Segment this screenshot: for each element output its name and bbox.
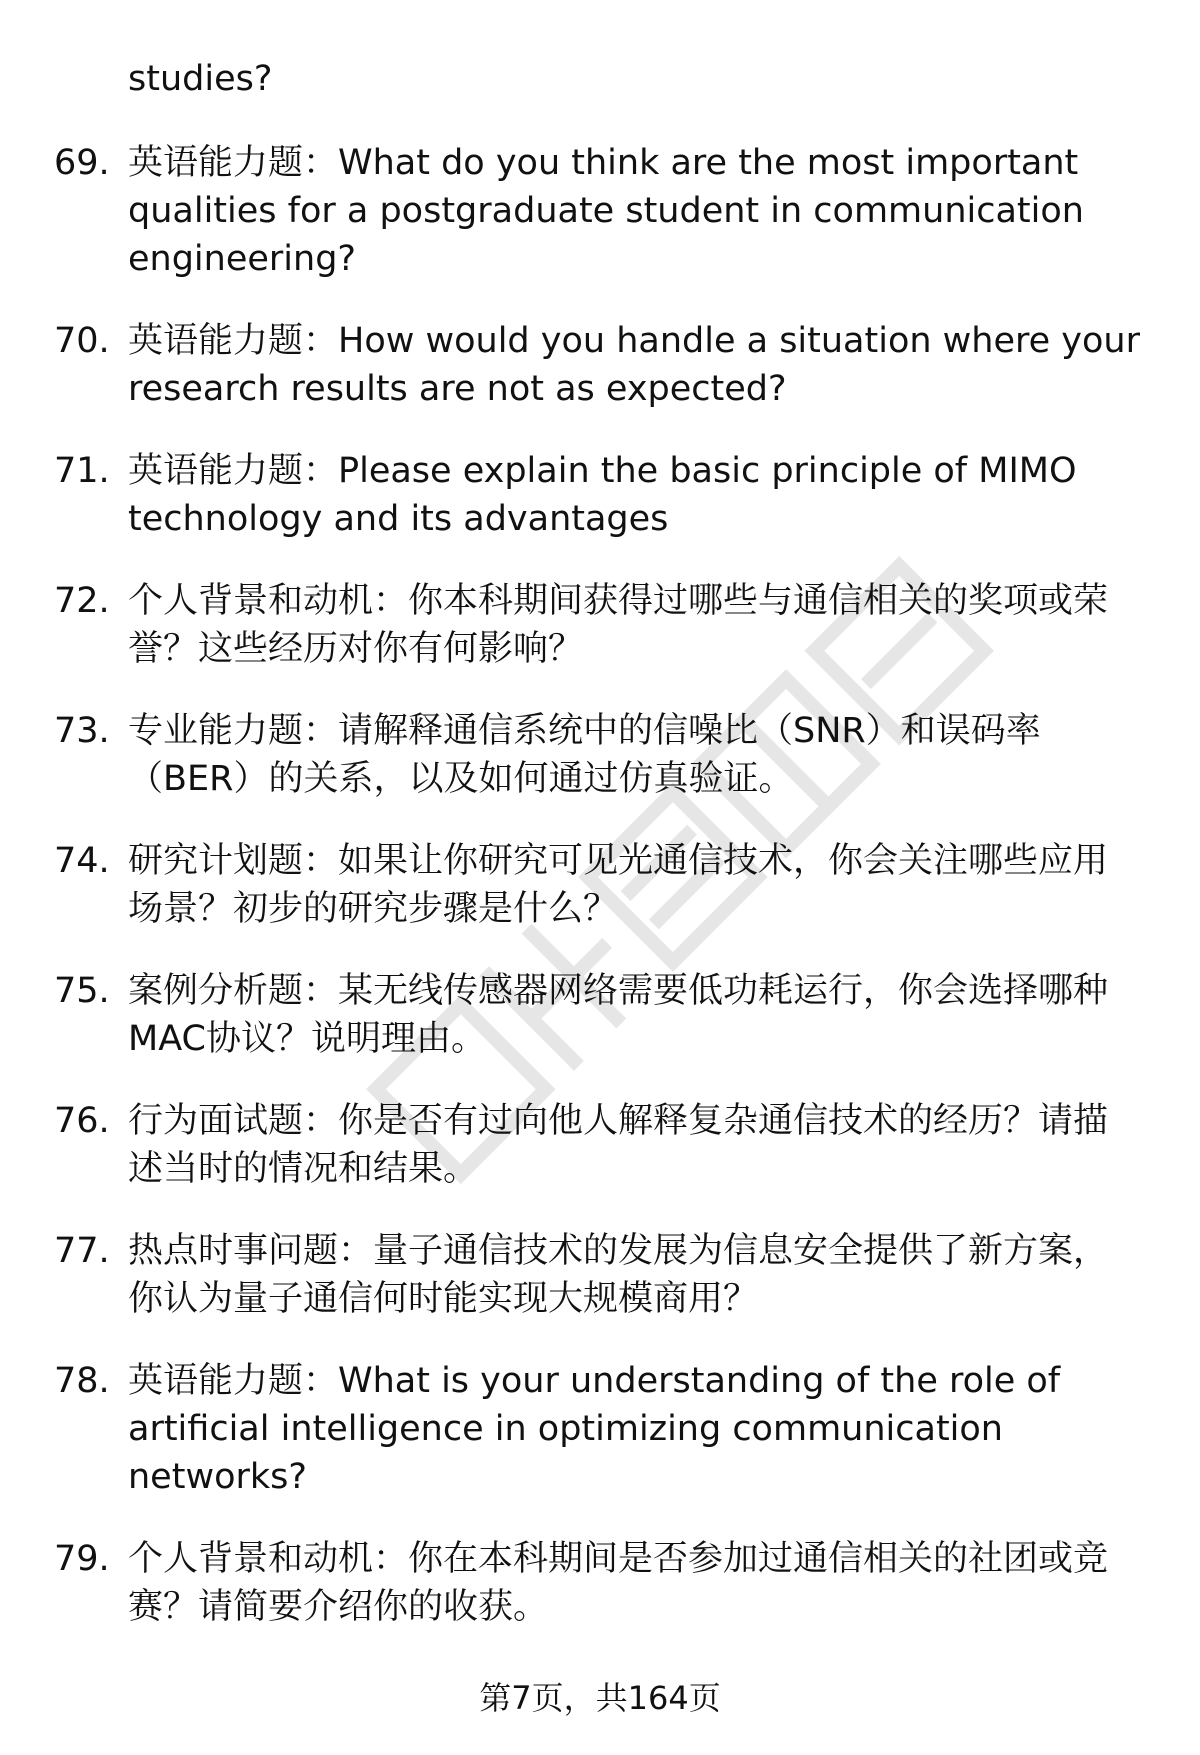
question-item <box>0 1227 1200 1323</box>
question-text: 个人背景和动机：你本科期间获得过哪些与通信相关的奖项或荣誉？这些经历对你有何影响？ <box>128 581 1109 669</box>
question-item <box>0 1535 1200 1631</box>
question-item <box>0 707 1200 803</box>
question-text: 英语能力题：Please explain the basic principle of MIMO technology and its advantages <box>128 451 1077 539</box>
question-text: 行为面试题：你是否有过向他人解释复杂通信技术的经历？请描述当时的情况和结果。 <box>128 1101 1109 1189</box>
question-list <box>0 139 1200 1665</box>
question-item <box>0 967 1200 1063</box>
question-item <box>0 1097 1200 1193</box>
question-text: 研究计划题：如果让你研究可见光通信技术，你会关注哪些应用场景？初步的研究步骤是什么？ <box>128 841 1109 929</box>
question-number: 74. <box>54 841 110 881</box>
question-number: 69. <box>54 143 110 183</box>
page-footer: 第7页，共164页 <box>479 1679 721 1717</box>
question-number: 79. <box>54 1539 110 1579</box>
question-text: 英语能力题：What do you think are the most important qualities for a postgraduate student in communication engineering? <box>128 143 1084 279</box>
question-text: 案例分析题：某无线传感器网络需要低功耗运行，你会选择哪种MAC协议？说明理由。 <box>128 971 1109 1059</box>
question-number: 72. <box>54 581 110 621</box>
question-item <box>0 317 1200 413</box>
question-number: 76. <box>54 1101 110 1141</box>
question-number: 75. <box>54 971 110 1011</box>
question-text: 个人背景和动机：你在本科期间是否参加过通信相关的社团或竞赛？请简要介绍你的收获。 <box>128 1539 1109 1627</box>
question-item <box>0 837 1200 933</box>
question-number: 71. <box>54 451 110 491</box>
question-number: 70. <box>54 321 110 361</box>
continuation-text: studies? <box>128 59 273 99</box>
question-number: 77. <box>54 1231 110 1271</box>
question-text: 专业能力题：请解释通信系统中的信噪比（SNR）和误码率（BER）的关系，以及如何通过仿真验证。 <box>128 711 1041 799</box>
question-item <box>0 139 1200 283</box>
question-item <box>0 1357 1200 1501</box>
question-item <box>0 577 1200 673</box>
question-number: 78. <box>54 1361 110 1401</box>
question-text: 英语能力题：What is your understanding of the role of artificial intelligence in optimizing communication networks? <box>128 1361 1061 1497</box>
question-text: 英语能力题：How would you handle a situation where your research results are not as expected? <box>128 321 1140 409</box>
question-text: 热点时事问题：量子通信技术的发展为信息安全提供了新方案，你认为量子通信何时能实现大规模商用？ <box>128 1231 1109 1319</box>
question-number: 73. <box>54 711 110 751</box>
question-item <box>0 447 1200 543</box>
